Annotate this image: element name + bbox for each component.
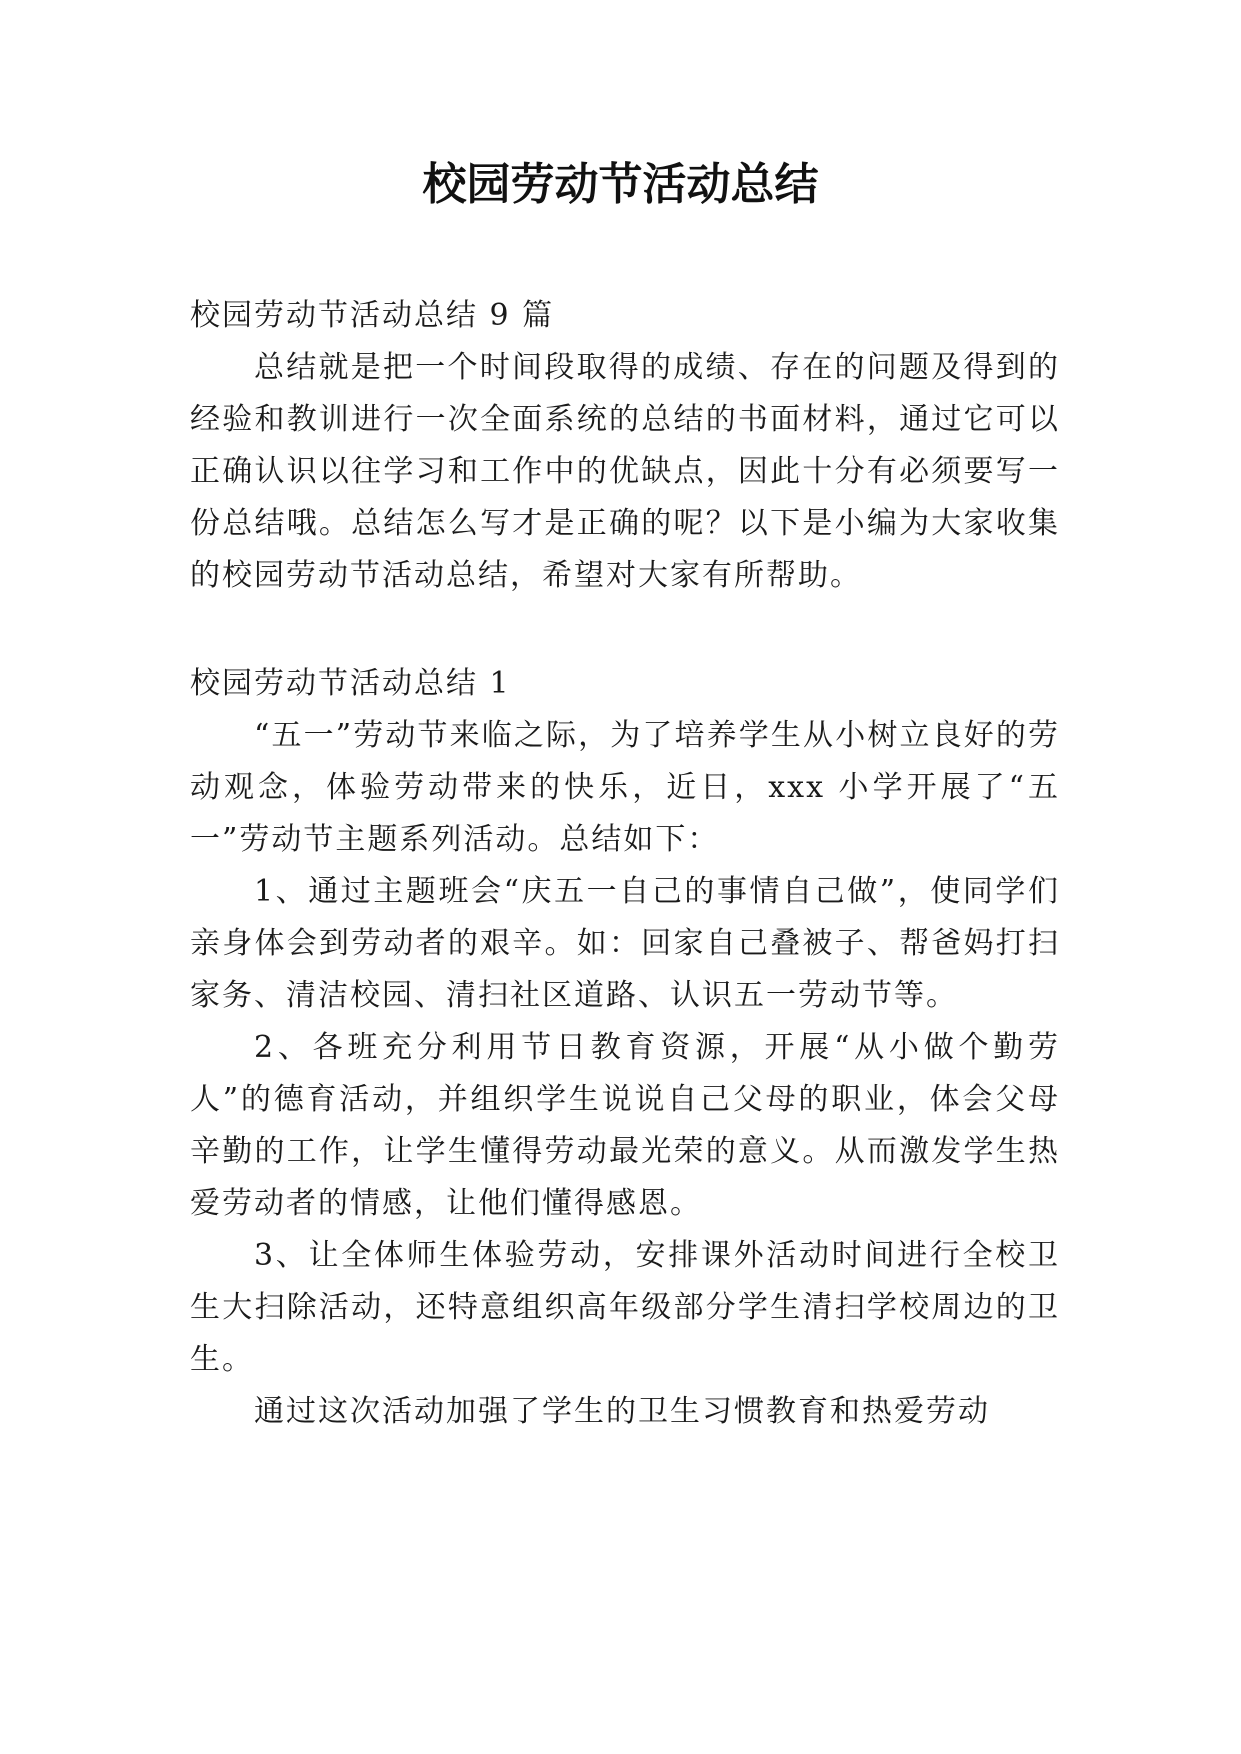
intro-paragraph: 总结就是把一个时间段取得的成绩、存在的问题及得到的经验和教训进行一次全面系统的总结的书面材料，通过它可以正确认识以往学习和工作中的优缺点，因此十分有必须要写一份总结哦。总结怎么写才是正确的呢？以下是小编为大家收集的校园劳动节活动总结，希望对大家有所帮助。 bbox=[190, 350, 1060, 593]
body-paragraph: 1、通过主题班会“庆五一自己的事情自己做”，使同学们亲身体会到劳动者的艰辛。如：回家自己叠被子、帮爸妈打扫家务、清洁校园、清扫社区道路、认识五一劳动节等。 bbox=[190, 874, 1060, 1013]
document-title: 校园劳动节活动总结 bbox=[422, 159, 819, 210]
collection-heading: 校园劳动节活动总结 9 篇 bbox=[190, 298, 555, 333]
body-paragraph: “五一”劳动节来临之际，为了培养学生从小树立良好的劳动观念，体验劳动带来的快乐，近日，xxx 小学开展了“五一”劳动节主题系列活动。总结如下： bbox=[190, 718, 1060, 857]
document-body bbox=[190, 290, 1060, 1438]
section-heading: 校园劳动节活动总结 1 bbox=[190, 666, 511, 701]
body-paragraph: 通过这次活动加强了学生的卫生习惯教育和热爱劳动 bbox=[254, 1394, 990, 1429]
section-spacer bbox=[190, 602, 1060, 658]
body-paragraph: 2、各班充分利用节日教育资源，开展“从小做个勤劳人”的德育活动，并组织学生说说自己父母的职业，体会父母辛勤的工作，让学生懂得劳动最光荣的意义。从而激发学生热爱劳动者的情感，让他们懂得感恩。 bbox=[190, 1030, 1060, 1221]
body-paragraph: 3、让全体师生体验劳动，安排课外活动时间进行全校卫生大扫除活动，还特意组织高年级部分学生清扫学校周边的卫生。 bbox=[190, 1238, 1060, 1377]
